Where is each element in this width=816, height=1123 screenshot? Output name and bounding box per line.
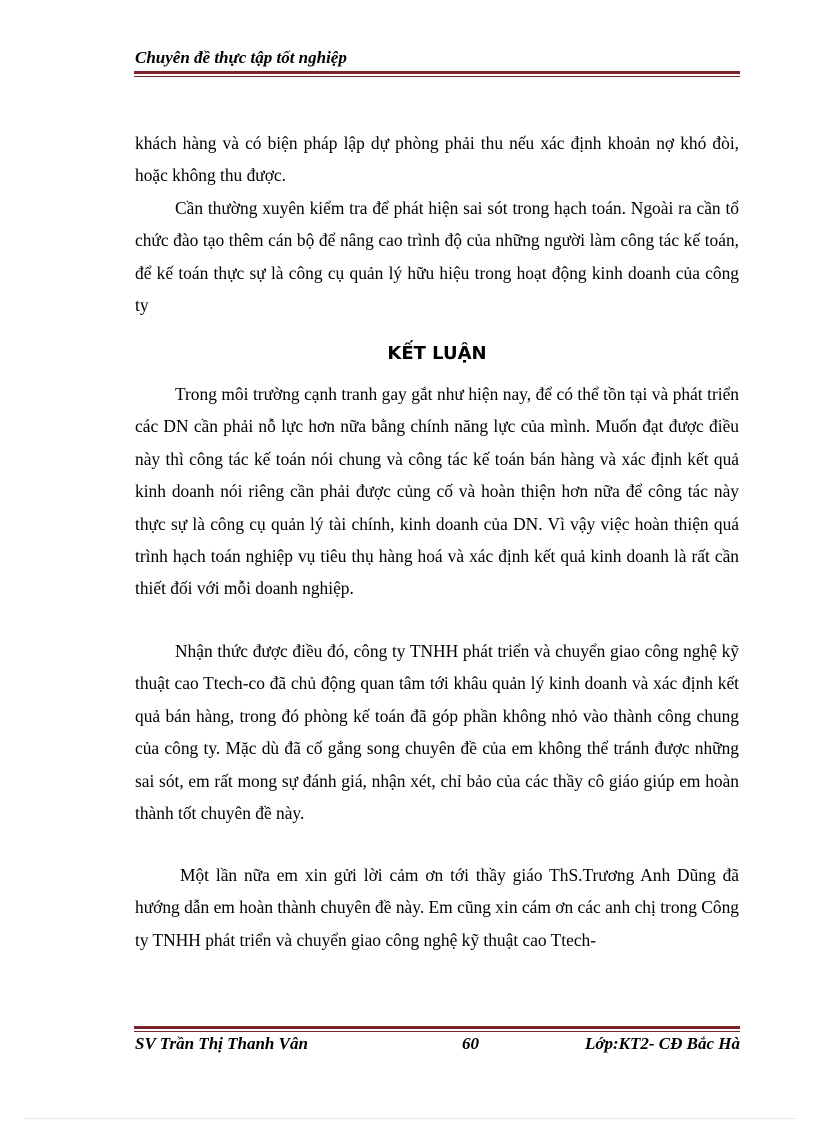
page-footer bbox=[135, 1034, 740, 1058]
footer-rule bbox=[134, 1026, 740, 1033]
footer-page-number: 60 bbox=[462, 1034, 479, 1053]
section-heading-conclusion: KẾT LUẬN bbox=[387, 343, 487, 364]
paragraph-1: khách hàng và có biện pháp lập dự phòng phải thu nếu xác định khoản nợ khó đòi, hoặc không thu được. bbox=[135, 133, 739, 186]
paragraph-5: Một lần nữa em xin gửi lời cảm ơn tới thầy giáo ThS.Trương Anh Dũng đã hướng dẫn em hoàn thành chuyên đề này. Em cũng xin cám ơn các anh chị trong Công ty TNHH phát triển và chuyển giao công nghệ kỹ thuật cao Ttech- bbox=[135, 865, 739, 950]
footer-student-name: SV Trần Thị Thanh Vân bbox=[135, 1034, 308, 1053]
header-rule-thin bbox=[134, 76, 740, 77]
footer-rule-thick bbox=[134, 1026, 740, 1029]
paragraph-2: Cần thường xuyên kiểm tra để phát hiện sai sót trong hạch toán. Ngoài ra cần tổ chức đào tạo thêm cán bộ để nâng cao trình độ của những người làm công tác kế toán, để kế toán thực sự là công cụ quản lý hữu hiệu trong hoạt động kinh doanh của công ty bbox=[135, 198, 739, 316]
paragraph-4: Nhận thức được điều đó, công ty TNHH phát triển và chuyển giao công nghệ kỹ thuật cao Ttech-co đã chủ động quan tâm tới khâu quản lý kinh doanh và xác định kết quả bán hàng, trong đó phòng kế toán đã góp phần không nhỏ vào thành công chung của công ty. Mặc dù đã cố gắng song chuyên đề của em không thể tránh được những sai sót, em rất mong sự đánh giá, nhận xét, chỉ bảo của các thầy cô giáo giúp em hoàn thành tốt chuyên đề này. bbox=[135, 641, 739, 824]
page-header-title: Chuyên đề thực tập tốt nghiệp bbox=[135, 48, 347, 67]
header-rule-thick bbox=[134, 71, 740, 74]
footer-class: Lớp:KT2- CĐ Bắc Hà bbox=[584, 1034, 740, 1053]
paragraph-3: Trong môi trường cạnh tranh gay gắt như hiện nay, để có thể tồn tại và phát triển các DN cần phải nỗ lực hơn nữa bằng chính năng lực của mình. Muốn đạt được điều này thì công tác kế toán nói chung và công tác kế toán bán hàng và xác định kết quả kinh doanh nói riêng cần phải được củng cố và hoàn thiện hơn nữa để công tác này thực sự là công cụ quản lý tài chính, kinh doanh của DN. Vì vậy việc hoàn thiện quá trình hạch toán nghiệp vụ tiêu thụ hàng hoá và xác định kết quả kinh doanh là rất cần thiết đối với mỗi doanh nghiệp. bbox=[135, 384, 739, 599]
page-bottom-dotted-line bbox=[25, 1118, 795, 1119]
footer-rule-thin bbox=[134, 1031, 740, 1032]
header-rule bbox=[134, 71, 740, 78]
